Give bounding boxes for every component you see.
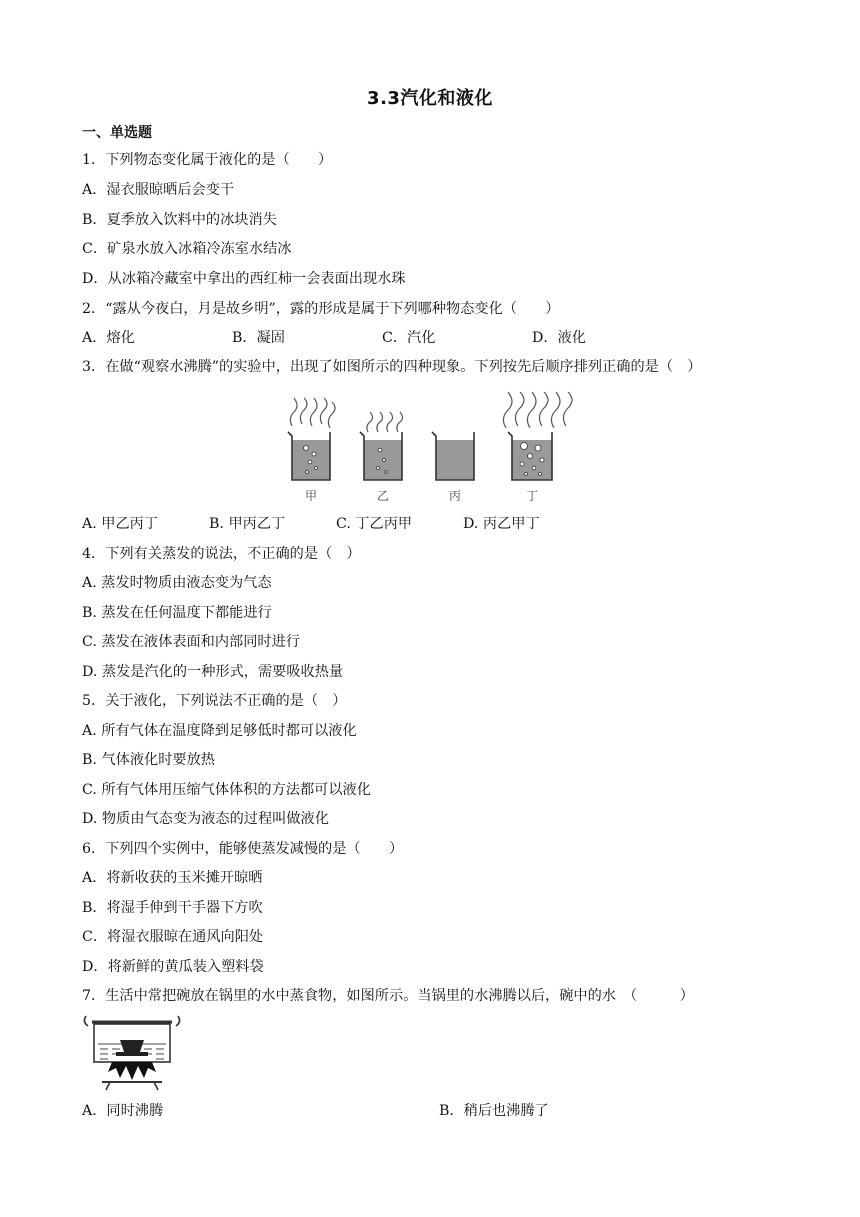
q3-option-d: D. 丙乙甲丁 [463, 516, 540, 532]
q2-options [82, 329, 782, 347]
q6-stem: 6．下列四个实例中，能够使蒸发减慢的是（ ） [82, 841, 404, 857]
q6-option-d: D．将新鲜的黄瓜装入塑料袋 [82, 959, 264, 975]
figure-label-ding: 丁 [525, 489, 539, 503]
figure-label-bing: 丙 [448, 489, 462, 503]
beaker-bing [432, 432, 474, 480]
page-title: 3.3汽化和液化 [367, 88, 493, 109]
q4-option-c: C. 蒸发在液体表面和内部同时进行 [82, 634, 300, 650]
steam-ding [503, 392, 572, 428]
q5-option-c: C. 所有气体用压缩气体体积的方法都可以液化 [82, 782, 371, 798]
beaker-jia [288, 432, 330, 480]
q4-option-b: B. 蒸发在任何温度下都能进行 [82, 605, 272, 621]
q1-stem: 1．下列物态变化属于液化的是（ ） [82, 152, 333, 168]
section-heading: 一、单选题 [82, 125, 152, 141]
q1-option-c: C．矿泉水放入冰箱冷冻室水结冰 [82, 241, 292, 257]
beaker-ding [508, 432, 552, 480]
q5-stem: 5．关于液化，下列说法不正确的是（ ） [82, 693, 347, 709]
q7-options [82, 1102, 782, 1120]
q2-option-c: C．汽化 [382, 330, 436, 346]
q3-options [82, 515, 782, 533]
q6-option-c: C．将湿衣服晾在通风向阳处 [82, 929, 264, 945]
beaker-yi [360, 432, 402, 480]
bowl [120, 1040, 144, 1052]
q2-stem: 2．“露从今夜白，月是故乡明”，露的形成是属于下列哪种物态变化（ ） [82, 301, 560, 317]
q5-option-b: B. 气体液化时要放热 [82, 752, 215, 768]
q1-option-a: A．湿衣服晾晒后会变干 [82, 182, 235, 198]
q2-option-d: D．液化 [532, 330, 586, 346]
q1-option-b: B．夏季放入饮料中的冰块消失 [82, 212, 277, 228]
q3-option-c: C. 丁乙丙甲 [336, 516, 413, 532]
steam-yi [367, 412, 403, 432]
q5-option-d: D. 物质由气态变为液态的过程叫做液化 [82, 811, 329, 827]
flame-icon [108, 1062, 156, 1080]
q6-option-b: B．将湿手伸到干手器下方吹 [82, 900, 263, 916]
q7-option-a: A．同时沸腾 [82, 1103, 164, 1119]
q4-option-d: D. 蒸发是汽化的一种形式，需要吸收热量 [82, 664, 344, 680]
q2-option-b: B．凝固 [232, 330, 285, 346]
q7-option-b: B．稍后也沸腾了 [439, 1103, 549, 1119]
q3-stem: 3．在做“观察水沸腾”的实验中，出现了如图所示的四种现象。下列按先后顺序排列正确的是（ ） [82, 359, 702, 375]
q7-stem: 7．生活中常把碗放在锅里的水中蒸食物，如图所示。当锅里的水沸腾以后，碗中的水 （ ） [82, 988, 694, 1004]
q3-option-b: B. 甲丙乙丁 [209, 516, 286, 532]
q4-stem: 4．下列有关蒸发的说法，不正确的是（ ） [82, 546, 361, 562]
figure-label-yi: 乙 [376, 489, 390, 503]
beakers-figure [280, 388, 580, 506]
q5-option-a: A. 所有气体在温度降到足够低时都可以液化 [82, 723, 357, 739]
q4-option-a: A. 蒸发时物质由液态变为气态 [82, 575, 272, 591]
steamer-pot-figure [82, 1012, 182, 1092]
q3-option-a: A. 甲乙丙丁 [82, 516, 159, 532]
steam-jia [290, 398, 335, 428]
q6-option-a: A．将新收获的玉米摊开晾晒 [82, 870, 263, 886]
q1-option-d: D．从冰箱冷藏室中拿出的西红柿一会表面出现水珠 [82, 271, 406, 287]
q2-option-a: A．熔化 [82, 330, 135, 346]
figure-label-jia: 甲 [304, 489, 318, 503]
